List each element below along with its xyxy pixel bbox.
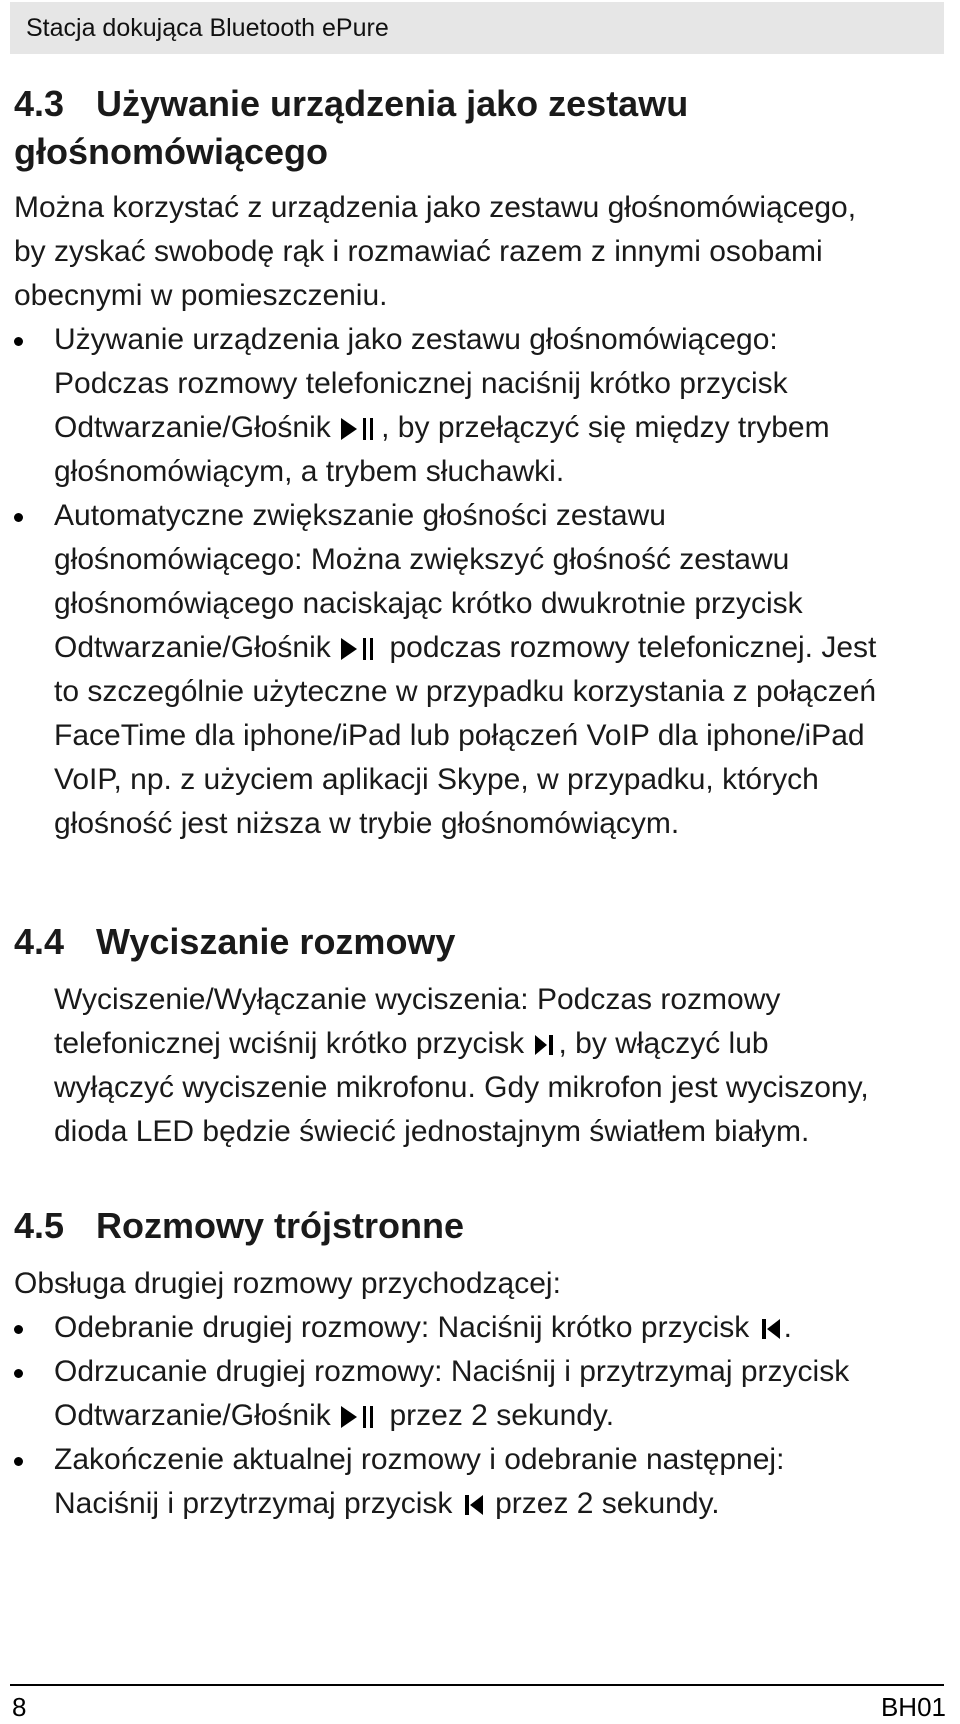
section-4-5-list — [10, 1306, 890, 1526]
play-pause-icon — [339, 415, 381, 443]
section-title: Rozmowy trójstronne — [96, 1205, 465, 1246]
section-4-3-intro: Można korzystać z urządzenia jako zestawu głośnomówiącego, by zyskać swobodę rąk i rozmawiać razem z innymi osobami obecnymi w pomieszczeniu. — [14, 191, 857, 312]
bullet-text: Automatyczne zwiększanie głośności zestawu głośnomówiącego: Można zwiększyć głośność zestawu głośnomówiącego naciskając krótko dwukrotnie przycisk Odtwarzanie/Głośnik — [54, 499, 803, 664]
section-4-4-body — [54, 978, 884, 1154]
section-number: 4.3 — [14, 83, 65, 124]
previous-button-icon — [758, 1315, 784, 1343]
section-4-4-heading — [14, 918, 455, 966]
list-item — [10, 494, 880, 846]
bullet-text: Zakończenie aktualnej rozmowy i odebranie następnej: Naciśnij i przytrzymaj przycisk — [54, 1443, 785, 1520]
list-item — [10, 1306, 890, 1350]
section-4-3-list — [10, 318, 880, 846]
section-title: Wyciszanie rozmowy — [96, 921, 456, 962]
section-title-line2: głośnomówiącego — [14, 131, 329, 172]
model-code: BH01 — [880, 1692, 946, 1722]
section-title-line1: Używanie urządzenia jako zestawu — [96, 83, 689, 124]
bullet-text: , by przełączyć się między trybem głośnomówiącym, a trybem słuchawki. — [54, 411, 830, 488]
section-4-3-heading — [14, 80, 688, 176]
section-number: 4.5 — [14, 1205, 65, 1246]
bullet-text: . — [783, 1311, 792, 1344]
bullet-text: Odrzucanie drugiej rozmowy: Naciśnij i przytrzymaj przycisk Odtwarzanie/Głośnik — [54, 1355, 850, 1432]
previous-button-icon — [461, 1491, 487, 1519]
list-item — [10, 318, 880, 494]
list-item — [10, 1350, 890, 1438]
section-4-5-intro: Obsługa drugiej rozmowy przychodzącej: — [14, 1267, 561, 1300]
section-number: 4.4 — [14, 921, 65, 962]
bullet-text: przez 2 sekundy. — [389, 1399, 615, 1432]
bullet-text: Odebranie drugiej rozmowy: Naciśnij krótko przycisk — [54, 1311, 750, 1344]
body-text: , by włączyć lub wyłączyć wyciszenie mikrofonu. Gdy mikrofon jest wyciszony, dioda LED będzie świecić jednostajnym światłem białym. — [54, 1027, 869, 1148]
body-text: Wyciszenie/Wyłączanie wyciszenia: Podczas rozmowy telefonicznej wciśnij krótko przycisk — [54, 983, 781, 1060]
header-title: Stacja dokująca Bluetooth ePure — [26, 13, 389, 42]
list-item — [10, 1438, 890, 1526]
page-number: 8 — [12, 1692, 27, 1722]
bullet-text: Używanie urządzenia jako zestawu głośnomówiącego: Podczas rozmowy telefonicznej naciśnij krótko przycisk Odtwarzanie/Głośnik — [54, 323, 788, 444]
bullet-text: podczas rozmowy telefonicznej. Jest to szczególnie użyteczne w przypadku korzystania z połączeń FaceTime dla iphone/iPad lub połączeń VoIP dla iphone/iPad VoIP, np. z użyciem aplikacji Skype, w przypadku, których głośność jest niższa w trybie głośnomówiącym. — [54, 631, 877, 840]
play-pause-icon — [339, 635, 381, 663]
play-pause-icon — [339, 1403, 381, 1431]
section-4-5-heading — [14, 1202, 464, 1250]
footer-divider — [10, 1684, 944, 1686]
bullet-text: przez 2 sekundy. — [495, 1487, 720, 1520]
mute-button-icon — [533, 1031, 559, 1059]
running-header — [10, 2, 944, 54]
